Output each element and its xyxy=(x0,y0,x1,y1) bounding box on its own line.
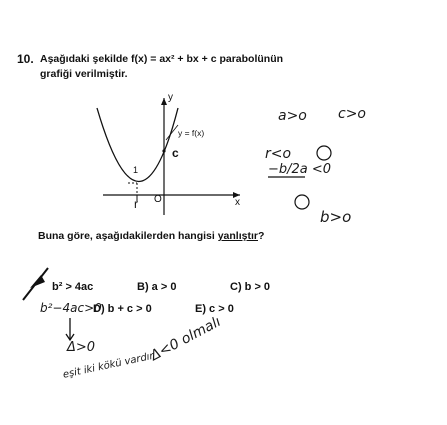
hand-note-delta-positive: Δ>0 xyxy=(67,340,96,355)
hand-circle-2 xyxy=(295,195,309,209)
question-stem-line2: grafiği verilmiştir. xyxy=(40,68,128,80)
option-c[interactable]: C) b > 0 xyxy=(230,281,271,293)
hand-note-a-positive: a>o xyxy=(278,108,307,124)
r-label: r xyxy=(134,197,138,211)
hand-circle-1 xyxy=(317,146,331,160)
question-stem-line1: Aşağıdaki şekilde f(x) = ax² + bx + c parabolünün xyxy=(40,53,284,65)
question-prompt xyxy=(38,230,264,242)
hand-note-roots: eşit iki kökü vardır xyxy=(62,350,155,381)
hand-note-c-positive: c>o xyxy=(338,106,366,122)
vertex-tick-label: 1 xyxy=(133,165,139,175)
hand-note-b-positive: b>o xyxy=(320,208,352,226)
hand-fill-mark xyxy=(30,275,45,288)
origin-label: O xyxy=(154,194,162,205)
prompt-prefix: Buna göre, aşağıdakilerden hangisi xyxy=(38,230,218,242)
hand-note-vertex: −b/2a <0 xyxy=(268,162,332,177)
option-e[interactable]: E) c > 0 xyxy=(195,303,234,315)
question-number: 10. xyxy=(17,52,34,66)
option-b[interactable]: B) a > 0 xyxy=(137,281,177,293)
prompt-emphasis: yanlıştır xyxy=(217,230,258,242)
hand-note-delta-negative: Δ<0 olmalı xyxy=(148,313,224,365)
c-label: c xyxy=(172,146,179,160)
option-a[interactable]: b² > 4ac xyxy=(52,281,94,293)
hand-note-r-negative: r<o xyxy=(265,146,292,162)
prompt-suffix: ? xyxy=(258,230,265,242)
y-axis-label: y xyxy=(168,92,173,103)
x-axis-label: x xyxy=(235,197,240,208)
c-intercept-point xyxy=(162,149,165,152)
hand-note-discriminant: b²−4ac>0 xyxy=(40,301,102,315)
option-d[interactable]: D) b + c > 0 xyxy=(93,303,152,315)
curve-label: y = f(x) xyxy=(178,128,205,138)
y-axis-arrow-icon xyxy=(161,98,167,105)
